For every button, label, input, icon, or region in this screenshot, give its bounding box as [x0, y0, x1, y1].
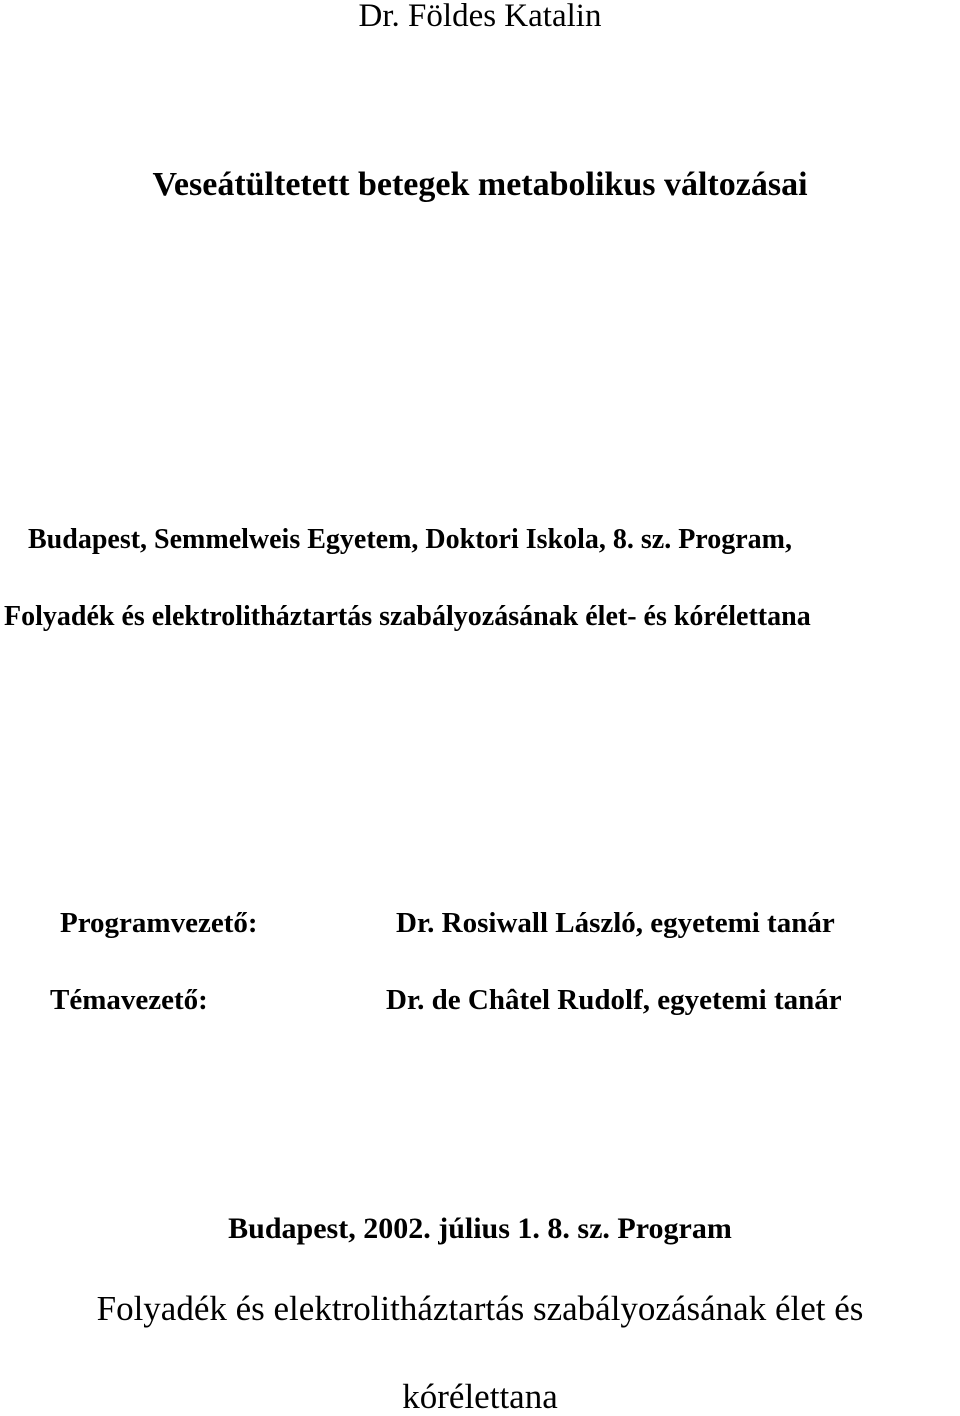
program-leader-label: Programvezető: — [60, 907, 258, 939]
dissertation-title: Veseátültetett betegek metabolikus változásai — [152, 166, 808, 203]
program-leader-value: Dr. Rosiwall László, egyetemi tanár — [396, 907, 835, 939]
institution-line: Budapest, Semmelweis Egyetem, Doktori Iskola, 8. sz. Program, — [28, 524, 792, 555]
author-name: Dr. Földes Katalin — [358, 0, 602, 34]
supervisor-label: Témavezető: — [50, 984, 208, 1016]
footer-city-date: Budapest, 2002. július 1. 8. sz. Program — [228, 1212, 732, 1245]
footer-program-title-cont: kórélettana — [402, 1377, 558, 1416]
program-line: Folyadék és elektrolitháztartás szabályozásának élet- és kórélettana — [4, 601, 811, 632]
supervisor-value: Dr. de Châtel Rudolf, egyetemi tanár — [386, 984, 842, 1016]
footer-program-title: Folyadék és elektrolitháztartás szabályozásának élet és — [96, 1289, 864, 1328]
